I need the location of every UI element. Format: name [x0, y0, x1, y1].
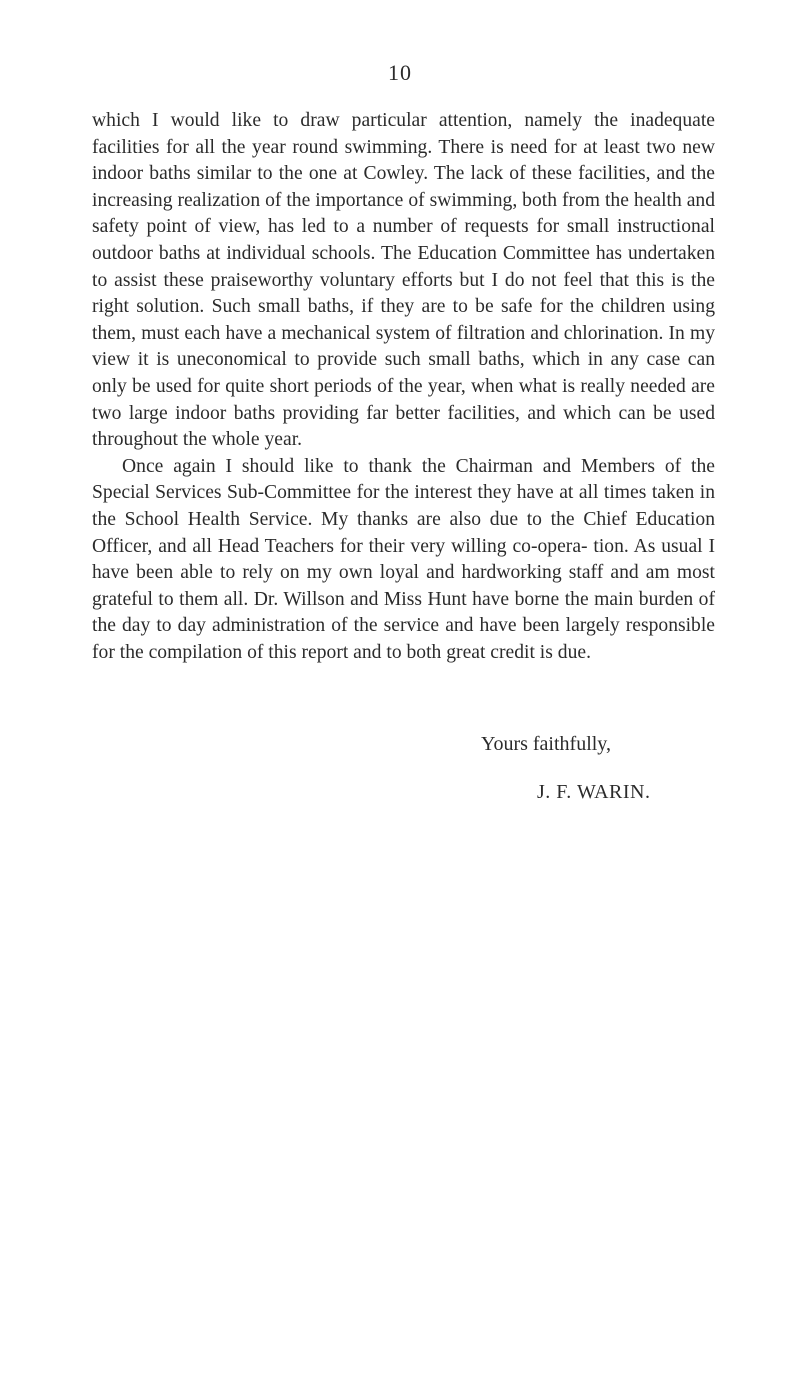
letter-signature: J. F. WARIN. — [537, 781, 651, 803]
paragraph-acknowledgements: Once again I should like to thank the Chairman and Members of the Special Services Sub-Committee for the interest they have at all times taken in the School Health Service. My thanks are also due to the Chief Education Officer, and all Head Teachers for their very willing co-opera- tion. As usual I have been able to rely on my own loyal and hardworking staff and am most grateful to them all. Dr. Willson and Miss Hunt have borne the main burden of the day to day administration of the service and have been largely responsible for the compilation of this report and to both great credit is due. — [92, 455, 715, 663]
paragraph-continuation: which I would like to draw particular attention, namely the inadequate facilities for all the year round swimming. There is need for at least two new indoor baths similar to the one at Cowley. The lack of these facilities, and the increasing realization of the importance of swimming, both from the health and safety point of view, has led to a number of requests for small instructional outdoor baths at individual schools. The Education Committee has undertaken to assist these praiseworthy voluntary efforts but I do not feel that this is the right solution. Such small baths, if they are to be safe for the children using them, must each have a mechanical system of filtration and chlorination. In my view it is uneconomical to provide such small baths, which in any case can only be used for quite short periods of the year, when what is really needed are two large indoor baths providing far better facilities, and which can be used throughout the whole year. — [92, 110, 715, 451]
letter-body — [92, 108, 715, 666]
page-number: 10 — [388, 60, 412, 85]
letter-closing: Yours faithfully, — [481, 733, 612, 755]
